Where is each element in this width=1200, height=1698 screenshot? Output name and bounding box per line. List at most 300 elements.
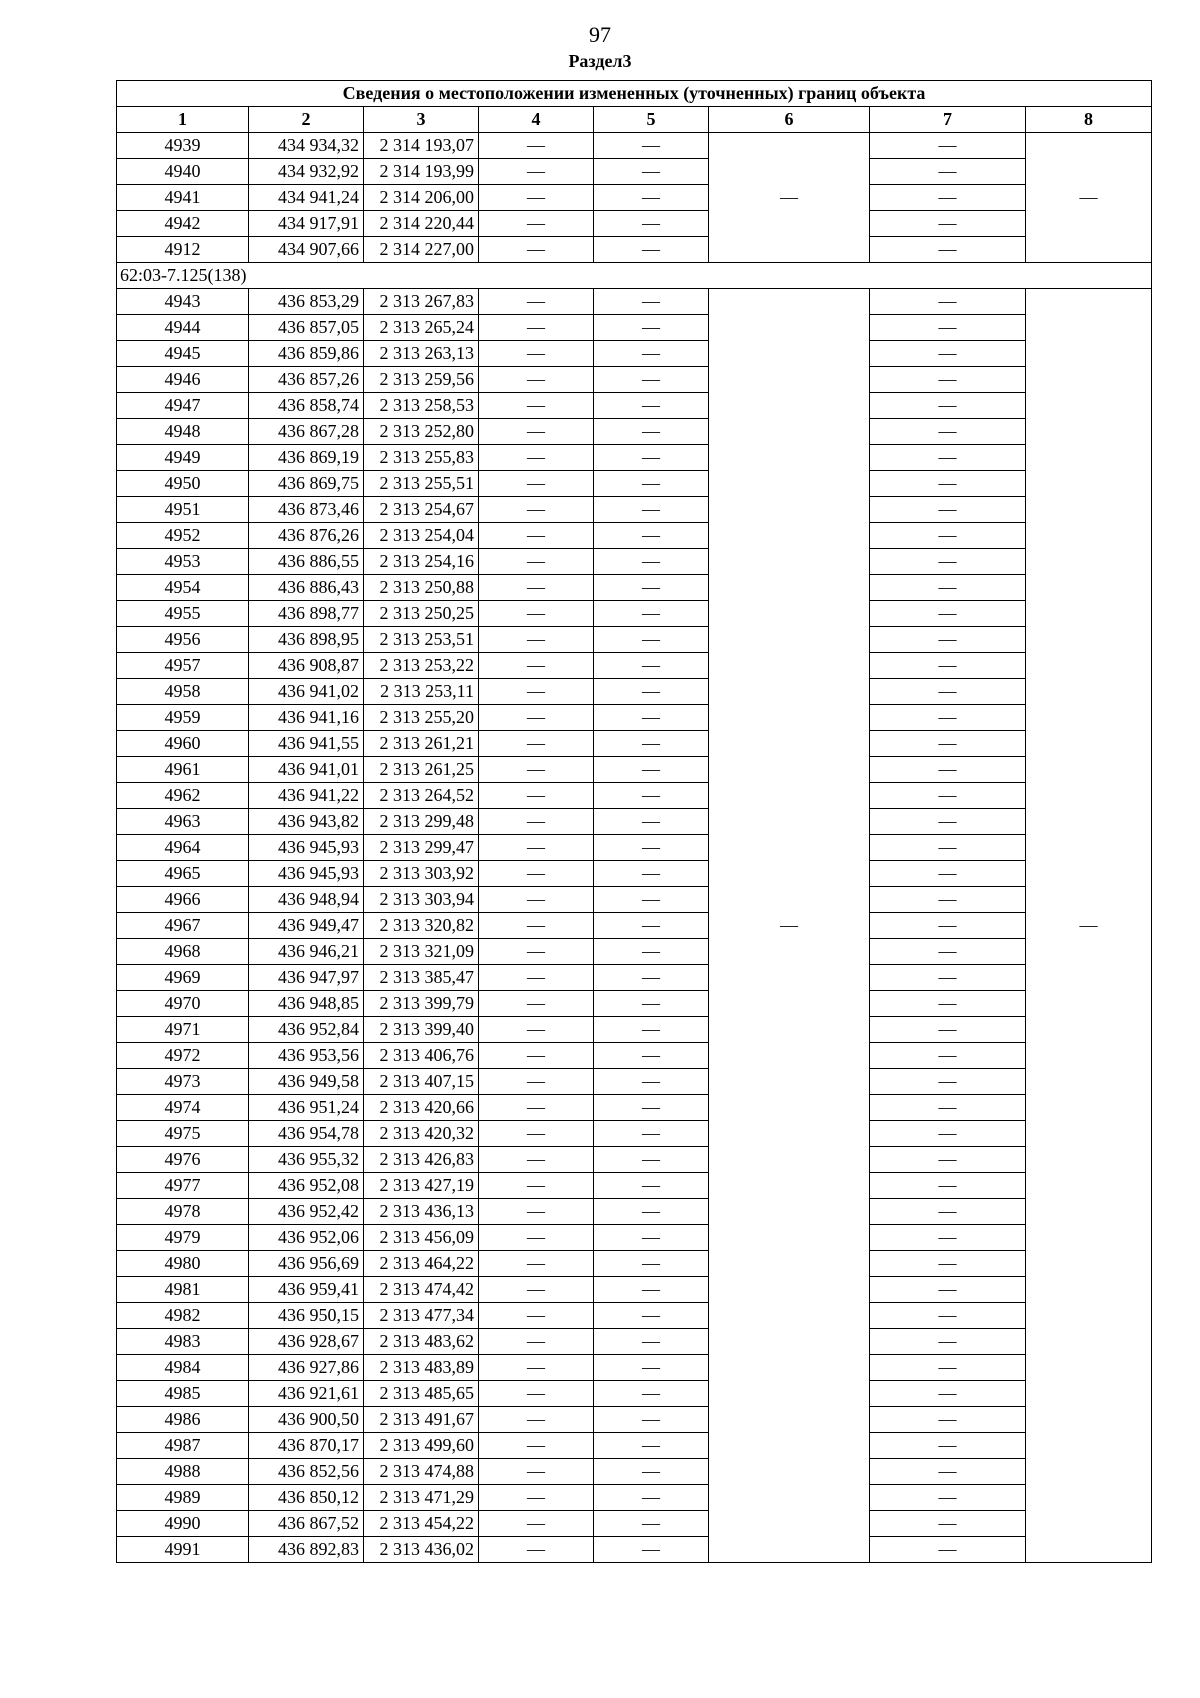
col7-dash-cell: — [870,913,1026,939]
col7-dash-cell: — [870,211,1026,237]
x-coordinate-cell: 436 867,28 [249,419,364,445]
col5-dash-cell: — [594,1433,709,1459]
col8-merged-dash-cell: — [1026,133,1152,263]
y-coordinate-cell: 2 313 261,25 [364,757,479,783]
col7-dash-cell: — [870,757,1026,783]
col4-dash-cell: — [479,1381,594,1407]
col5-dash-cell: — [594,913,709,939]
col7-dash-cell: — [870,1433,1026,1459]
x-coordinate-cell: 434 941,24 [249,185,364,211]
table-row [117,133,1152,159]
table-row [117,1511,1152,1537]
y-coordinate-cell: 2 313 255,20 [364,705,479,731]
col5-dash-cell: — [594,185,709,211]
point-number-cell: 4945 [117,341,249,367]
col5-dash-cell: — [594,887,709,913]
col4-dash-cell: — [479,1433,594,1459]
table-row [117,315,1152,341]
point-number-cell: 4952 [117,523,249,549]
col4-dash-cell: — [479,627,594,653]
x-coordinate-cell: 436 945,93 [249,835,364,861]
x-coordinate-cell: 436 956,69 [249,1251,364,1277]
table-row [117,679,1152,705]
col4-dash-cell: — [479,1459,594,1485]
point-number-cell: 4966 [117,887,249,913]
col4-dash-cell: — [479,1069,594,1095]
col5-dash-cell: — [594,211,709,237]
table-body [117,133,1152,1563]
column-header: 7 [870,107,1026,133]
x-coordinate-cell: 436 900,50 [249,1407,364,1433]
point-number-cell: 4942 [117,211,249,237]
point-number-cell: 4949 [117,445,249,471]
table-header-row [117,107,1152,133]
column-header: 1 [117,107,249,133]
table-row [117,627,1152,653]
x-coordinate-cell: 436 908,87 [249,653,364,679]
col5-dash-cell: — [594,1407,709,1433]
col7-dash-cell: — [870,341,1026,367]
col7-dash-cell: — [870,1095,1026,1121]
point-number-cell: 4946 [117,367,249,393]
col4-dash-cell: — [479,757,594,783]
col5-dash-cell: — [594,1017,709,1043]
x-coordinate-cell: 436 869,19 [249,445,364,471]
col5-dash-cell: — [594,783,709,809]
column-header: 8 [1026,107,1152,133]
y-coordinate-cell: 2 313 252,80 [364,419,479,445]
y-coordinate-cell: 2 313 254,04 [364,523,479,549]
col5-dash-cell: — [594,627,709,653]
y-coordinate-cell: 2 313 456,09 [364,1225,479,1251]
y-coordinate-cell: 2 313 264,52 [364,783,479,809]
col5-dash-cell: — [594,1043,709,1069]
col5-dash-cell: — [594,1069,709,1095]
x-coordinate-cell: 436 867,52 [249,1511,364,1537]
col5-dash-cell: — [594,939,709,965]
table-row [117,1277,1152,1303]
y-coordinate-cell: 2 313 406,76 [364,1043,479,1069]
col5-dash-cell: — [594,575,709,601]
x-coordinate-cell: 436 952,08 [249,1173,364,1199]
group-label-cell: 62:03-7.125(138) [117,263,1152,289]
table-row [117,705,1152,731]
x-coordinate-cell: 436 859,86 [249,341,364,367]
col5-dash-cell: — [594,1173,709,1199]
point-number-cell: 4961 [117,757,249,783]
table-row [117,1017,1152,1043]
y-coordinate-cell: 2 313 464,22 [364,1251,479,1277]
y-coordinate-cell: 2 313 303,94 [364,887,479,913]
point-number-cell: 4965 [117,861,249,887]
table-row [117,497,1152,523]
col4-dash-cell: — [479,1537,594,1563]
y-coordinate-cell: 2 313 436,02 [364,1537,479,1563]
col5-dash-cell: — [594,653,709,679]
col7-dash-cell: — [870,731,1026,757]
y-coordinate-cell: 2 313 267,83 [364,289,479,315]
point-number-cell: 4989 [117,1485,249,1511]
point-number-cell: 4943 [117,289,249,315]
point-number-cell: 4959 [117,705,249,731]
y-coordinate-cell: 2 313 265,24 [364,315,479,341]
table-row [117,1251,1152,1277]
col5-dash-cell: — [594,705,709,731]
point-number-cell: 4976 [117,1147,249,1173]
col4-dash-cell: — [479,211,594,237]
point-number-cell: 4978 [117,1199,249,1225]
y-coordinate-cell: 2 313 483,62 [364,1329,479,1355]
col7-dash-cell: — [870,1537,1026,1563]
col7-dash-cell: — [870,1511,1026,1537]
col5-dash-cell: — [594,679,709,705]
table-row [117,211,1152,237]
table-row [117,783,1152,809]
table-row [117,601,1152,627]
point-number-cell: 4954 [117,575,249,601]
y-coordinate-cell: 2 313 454,22 [364,1511,479,1537]
col4-dash-cell: — [479,185,594,211]
x-coordinate-cell: 436 941,55 [249,731,364,757]
column-header: 6 [709,107,870,133]
col7-dash-cell: — [870,445,1026,471]
point-number-cell: 4975 [117,1121,249,1147]
table-row [117,1147,1152,1173]
point-number-cell: 4963 [117,809,249,835]
col4-dash-cell: — [479,1303,594,1329]
point-number-cell: 4990 [117,1511,249,1537]
col4-dash-cell: — [479,1355,594,1381]
x-coordinate-cell: 436 948,85 [249,991,364,1017]
point-number-cell: 4955 [117,601,249,627]
col4-dash-cell: — [479,133,594,159]
col7-dash-cell: — [870,1173,1026,1199]
col4-dash-cell: — [479,237,594,263]
col4-dash-cell: — [479,861,594,887]
y-coordinate-cell: 2 313 485,65 [364,1381,479,1407]
col7-dash-cell: — [870,185,1026,211]
table-caption: Сведения о местоположении измененных (уточненных) границ объекта [117,81,1152,107]
point-number-cell: 4948 [117,419,249,445]
col4-dash-cell: — [479,575,594,601]
point-number-cell: 4956 [117,627,249,653]
col7-dash-cell: — [870,1069,1026,1095]
col4-dash-cell: — [479,705,594,731]
table-row [117,1095,1152,1121]
table-row [117,523,1152,549]
x-coordinate-cell: 436 954,78 [249,1121,364,1147]
col5-dash-cell: — [594,1251,709,1277]
col7-dash-cell: — [870,289,1026,315]
col4-dash-cell: — [479,1095,594,1121]
col4-dash-cell: — [479,809,594,835]
col4-dash-cell: — [479,1485,594,1511]
table-row [117,185,1152,211]
table-row [117,159,1152,185]
point-number-cell: 4970 [117,991,249,1017]
col4-dash-cell: — [479,445,594,471]
table-row [117,887,1152,913]
point-number-cell: 4960 [117,731,249,757]
col8-merged-dash-cell: — [1026,289,1152,1563]
col5-dash-cell: — [594,1277,709,1303]
col5-dash-cell: — [594,549,709,575]
y-coordinate-cell: 2 313 261,21 [364,731,479,757]
x-coordinate-cell: 436 955,32 [249,1147,364,1173]
col5-dash-cell: — [594,289,709,315]
x-coordinate-cell: 434 917,91 [249,211,364,237]
x-coordinate-cell: 436 898,95 [249,627,364,653]
col4-dash-cell: — [479,1225,594,1251]
col7-dash-cell: — [870,835,1026,861]
table-row [117,419,1152,445]
y-coordinate-cell: 2 313 253,51 [364,627,479,653]
point-number-cell: 4977 [117,1173,249,1199]
col7-dash-cell: — [870,1043,1026,1069]
col7-dash-cell: — [870,627,1026,653]
col7-dash-cell: — [870,1147,1026,1173]
col7-dash-cell: — [870,549,1026,575]
x-coordinate-cell: 436 853,29 [249,289,364,315]
x-coordinate-cell: 436 870,17 [249,1433,364,1459]
y-coordinate-cell: 2 313 420,32 [364,1121,479,1147]
col7-dash-cell: — [870,1121,1026,1147]
col5-dash-cell: — [594,731,709,757]
x-coordinate-cell: 436 949,47 [249,913,364,939]
col5-dash-cell: — [594,1199,709,1225]
col4-dash-cell: — [479,1043,594,1069]
x-coordinate-cell: 434 907,66 [249,237,364,263]
y-coordinate-cell: 2 313 436,13 [364,1199,479,1225]
col5-dash-cell: — [594,523,709,549]
col7-dash-cell: — [870,1251,1026,1277]
point-number-cell: 4991 [117,1537,249,1563]
col7-dash-cell: — [870,159,1026,185]
col4-dash-cell: — [479,783,594,809]
col4-dash-cell: — [479,913,594,939]
col5-dash-cell: — [594,1095,709,1121]
col7-dash-cell: — [870,237,1026,263]
x-coordinate-cell: 436 948,94 [249,887,364,913]
x-coordinate-cell: 436 941,16 [249,705,364,731]
col5-dash-cell: — [594,497,709,523]
point-number-cell: 4957 [117,653,249,679]
col7-dash-cell: — [870,393,1026,419]
x-coordinate-cell: 436 941,22 [249,783,364,809]
col4-dash-cell: — [479,1199,594,1225]
table-row [117,1459,1152,1485]
x-coordinate-cell: 436 951,24 [249,1095,364,1121]
col5-dash-cell: — [594,367,709,393]
col7-dash-cell: — [870,419,1026,445]
col7-dash-cell: — [870,679,1026,705]
col5-dash-cell: — [594,1329,709,1355]
y-coordinate-cell: 2 313 407,15 [364,1069,479,1095]
column-header: 4 [479,107,594,133]
point-number-cell: 4981 [117,1277,249,1303]
col5-dash-cell: — [594,1147,709,1173]
y-coordinate-cell: 2 313 250,88 [364,575,479,601]
x-coordinate-cell: 436 945,93 [249,861,364,887]
y-coordinate-cell: 2 313 474,88 [364,1459,479,1485]
y-coordinate-cell: 2 314 193,99 [364,159,479,185]
column-header: 2 [249,107,364,133]
col4-dash-cell: — [479,159,594,185]
x-coordinate-cell: 434 932,92 [249,159,364,185]
col5-dash-cell: — [594,159,709,185]
y-coordinate-cell: 2 313 253,22 [364,653,479,679]
point-number-cell: 4986 [117,1407,249,1433]
col4-dash-cell: — [479,549,594,575]
col4-dash-cell: — [479,601,594,627]
table-row [117,861,1152,887]
col7-dash-cell: — [870,315,1026,341]
table-row [117,653,1152,679]
col6-merged-dash-cell: — [709,289,870,1563]
x-coordinate-cell: 436 941,01 [249,757,364,783]
col4-dash-cell: — [479,939,594,965]
col4-dash-cell: — [479,341,594,367]
table-row [117,1433,1152,1459]
table-row [117,731,1152,757]
y-coordinate-cell: 2 313 253,11 [364,679,479,705]
column-header: 3 [364,107,479,133]
col7-dash-cell: — [870,1407,1026,1433]
point-number-cell: 4947 [117,393,249,419]
column-header: 5 [594,107,709,133]
y-coordinate-cell: 2 314 227,00 [364,237,479,263]
col7-dash-cell: — [870,705,1026,731]
table-caption-row [117,81,1152,107]
x-coordinate-cell: 436 873,46 [249,497,364,523]
col4-dash-cell: — [479,1329,594,1355]
y-coordinate-cell: 2 313 491,67 [364,1407,479,1433]
table-row [117,1355,1152,1381]
x-coordinate-cell: 436 959,41 [249,1277,364,1303]
table-row [117,1225,1152,1251]
table-row [117,835,1152,861]
y-coordinate-cell: 2 313 259,56 [364,367,479,393]
col5-dash-cell: — [594,1485,709,1511]
col7-dash-cell: — [870,575,1026,601]
col7-dash-cell: — [870,1303,1026,1329]
point-number-cell: 4983 [117,1329,249,1355]
col7-dash-cell: — [870,887,1026,913]
point-number-cell: 4958 [117,679,249,705]
point-number-cell: 4972 [117,1043,249,1069]
point-number-cell: 4980 [117,1251,249,1277]
col7-dash-cell: — [870,497,1026,523]
x-coordinate-cell: 436 921,61 [249,1381,364,1407]
x-coordinate-cell: 436 928,67 [249,1329,364,1355]
table-row [117,1381,1152,1407]
table-row [117,1485,1152,1511]
col5-dash-cell: — [594,1121,709,1147]
x-coordinate-cell: 436 927,86 [249,1355,364,1381]
point-number-cell: 4944 [117,315,249,341]
col7-dash-cell: — [870,1459,1026,1485]
point-number-cell: 4979 [117,1225,249,1251]
col5-dash-cell: — [594,393,709,419]
col4-dash-cell: — [479,1277,594,1303]
y-coordinate-cell: 2 313 399,79 [364,991,479,1017]
y-coordinate-cell: 2 313 399,40 [364,1017,479,1043]
group-label-row [117,263,1152,289]
col4-dash-cell: — [479,887,594,913]
x-coordinate-cell: 436 892,83 [249,1537,364,1563]
col7-dash-cell: — [870,1277,1026,1303]
x-coordinate-cell: 436 943,82 [249,809,364,835]
col4-dash-cell: — [479,393,594,419]
col4-dash-cell: — [479,367,594,393]
col7-dash-cell: — [870,939,1026,965]
col5-dash-cell: — [594,965,709,991]
point-number-cell: 4982 [117,1303,249,1329]
table-row [117,1537,1152,1563]
x-coordinate-cell: 436 952,06 [249,1225,364,1251]
y-coordinate-cell: 2 313 499,60 [364,1433,479,1459]
table-row [117,341,1152,367]
point-number-cell: 4939 [117,133,249,159]
col4-dash-cell: — [479,1121,594,1147]
col4-dash-cell: — [479,835,594,861]
point-number-cell: 4969 [117,965,249,991]
col5-dash-cell: — [594,237,709,263]
y-coordinate-cell: 2 313 255,51 [364,471,479,497]
table-row [117,289,1152,315]
point-number-cell: 4973 [117,1069,249,1095]
col7-dash-cell: — [870,133,1026,159]
col6-merged-dash-cell: — [709,133,870,263]
col7-dash-cell: — [870,783,1026,809]
col5-dash-cell: — [594,1303,709,1329]
col7-dash-cell: — [870,861,1026,887]
table-row [117,757,1152,783]
col7-dash-cell: — [870,1017,1026,1043]
x-coordinate-cell: 436 858,74 [249,393,364,419]
col5-dash-cell: — [594,1459,709,1485]
col4-dash-cell: — [479,419,594,445]
x-coordinate-cell: 436 946,21 [249,939,364,965]
col5-dash-cell: — [594,419,709,445]
col5-dash-cell: — [594,445,709,471]
x-coordinate-cell: 436 886,43 [249,575,364,601]
x-coordinate-cell: 434 934,32 [249,133,364,159]
col5-dash-cell: — [594,991,709,1017]
table-row [117,445,1152,471]
table-row [117,913,1152,939]
col7-dash-cell: — [870,523,1026,549]
col4-dash-cell: — [479,731,594,757]
col4-dash-cell: — [479,991,594,1017]
y-coordinate-cell: 2 313 474,42 [364,1277,479,1303]
col5-dash-cell: — [594,1355,709,1381]
point-number-cell: 4941 [117,185,249,211]
col5-dash-cell: — [594,809,709,835]
point-number-cell: 4968 [117,939,249,965]
col7-dash-cell: — [870,1381,1026,1407]
col5-dash-cell: — [594,341,709,367]
table-row [117,237,1152,263]
x-coordinate-cell: 436 952,84 [249,1017,364,1043]
y-coordinate-cell: 2 313 258,53 [364,393,479,419]
col7-dash-cell: — [870,809,1026,835]
col4-dash-cell: — [479,1407,594,1433]
point-number-cell: 4971 [117,1017,249,1043]
y-coordinate-cell: 2 314 193,07 [364,133,479,159]
table-row [117,575,1152,601]
col4-dash-cell: — [479,497,594,523]
